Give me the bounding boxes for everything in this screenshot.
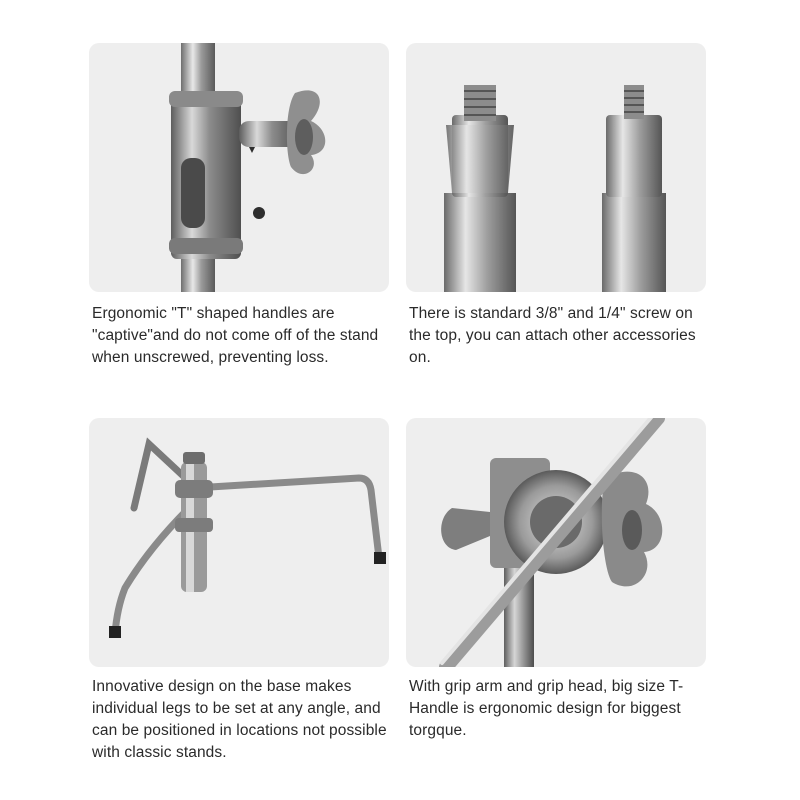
stand-base-caption: Innovative design on the base makes individual legs to be set at any angle, and can be positioned in locations not possible with classic stands. bbox=[92, 678, 387, 761]
grip-head-image bbox=[406, 418, 706, 667]
grip-head-photo bbox=[406, 418, 706, 667]
screw-stud-caption: There is standard 3/8" and 1/4" screw on the top, you can attach other accessories on. bbox=[409, 305, 696, 366]
screw-stud-photo bbox=[406, 43, 706, 292]
t-handle-caption: Ergonomic "T" shaped handles are "captive"and do not come off of the stand when unscrewed, preventing loss. bbox=[92, 305, 379, 366]
stand-base-photo bbox=[89, 418, 389, 667]
grip-head-caption: With grip arm and grip head, big size T-Handle is ergonomic design for biggest torgque. bbox=[409, 678, 684, 739]
t-handle-photo bbox=[89, 43, 389, 292]
screw-stud-image bbox=[406, 43, 706, 292]
stand-base-image bbox=[89, 418, 389, 667]
t-handle-image bbox=[89, 43, 389, 292]
